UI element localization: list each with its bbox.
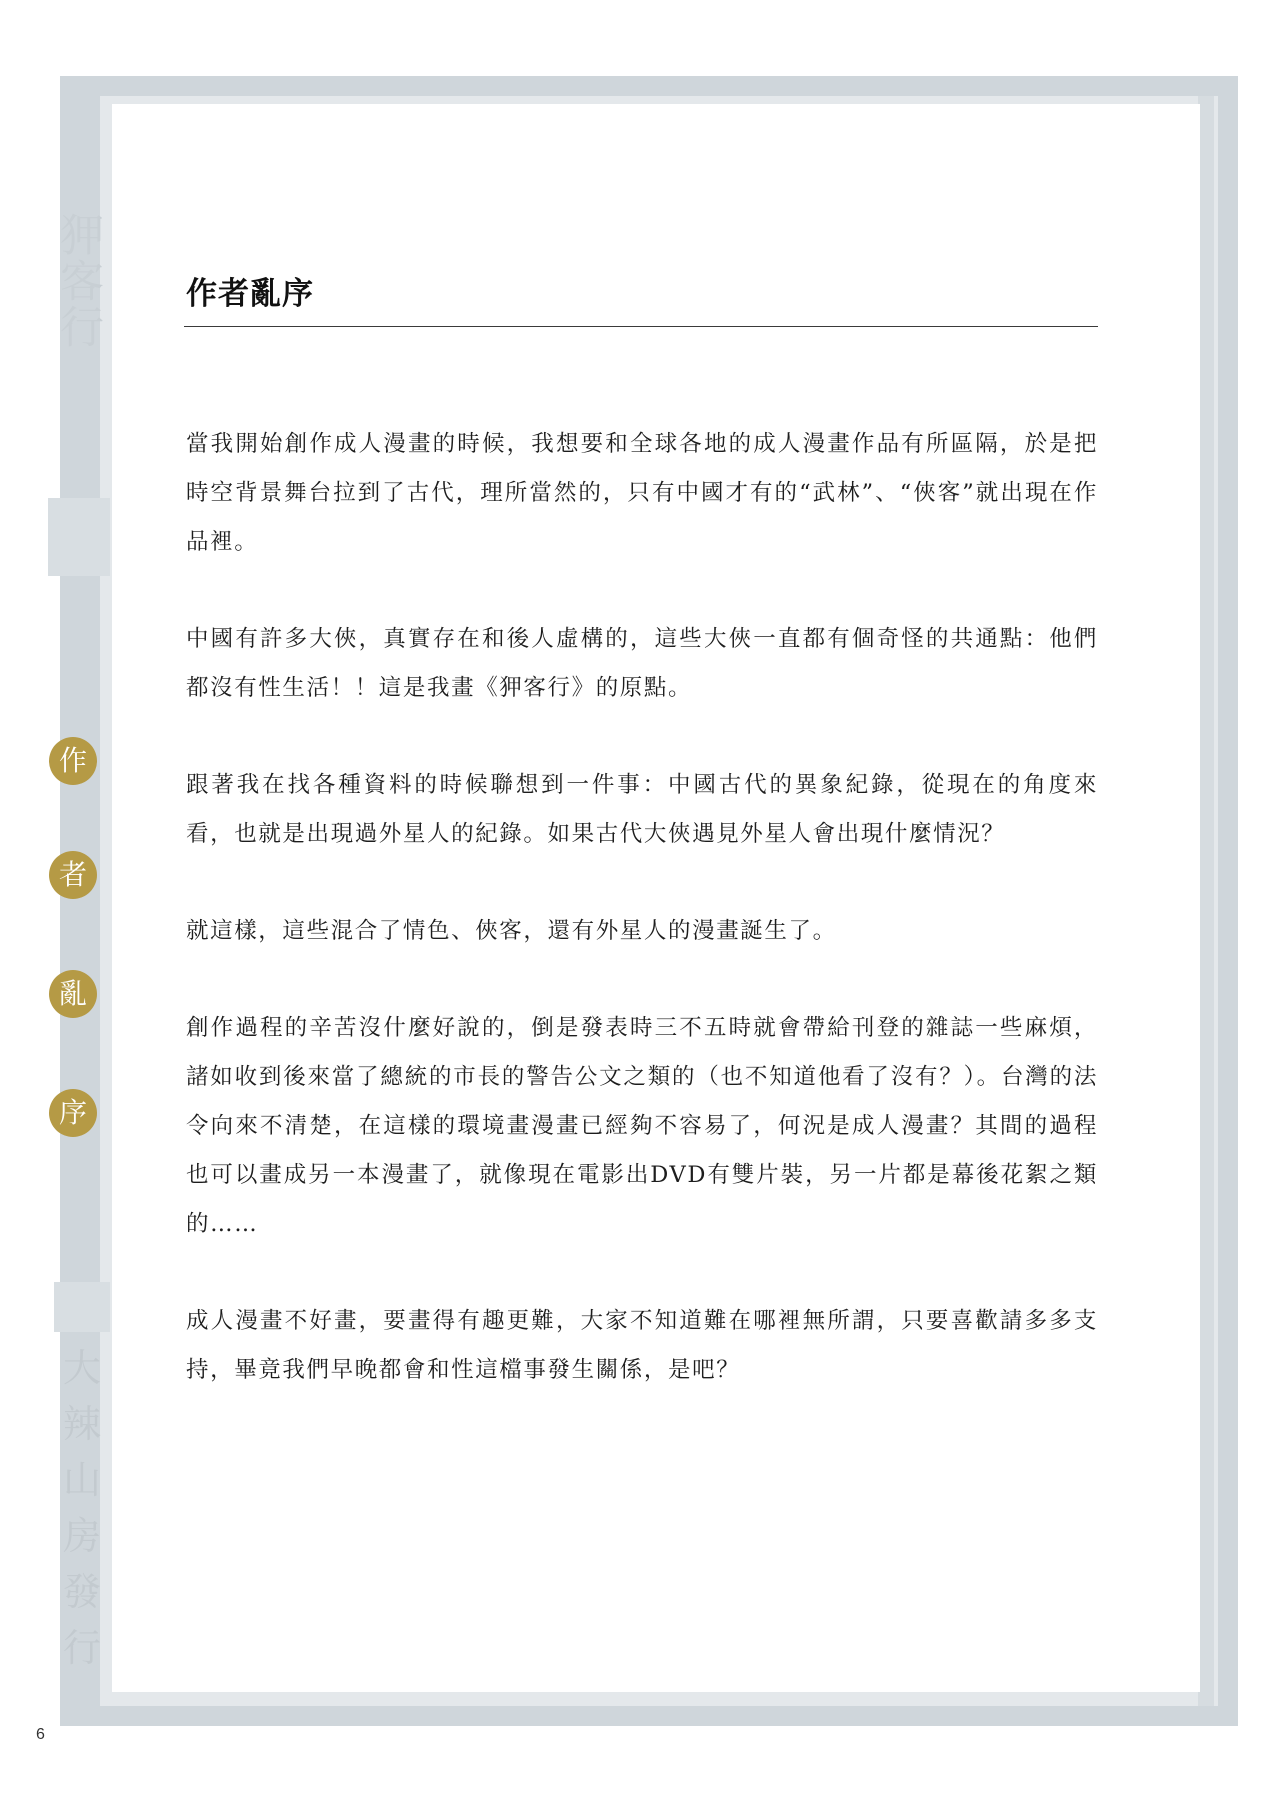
seal-zuo: 作 (49, 737, 97, 785)
frame-right-rule (1198, 96, 1214, 1706)
spine-band-lower (54, 1282, 110, 1332)
seal-zhe: 者 (49, 851, 97, 899)
paragraph: 中國有許多大俠，真實存在和後人虛構的，這些大俠一直都有個奇怪的共通點：他們都沒有性生活！！這是我畫《狎客行》的原點。 (186, 626, 1098, 701)
spine-band (48, 498, 110, 576)
title-rule (184, 326, 1098, 327)
spine-title: 狎客行 (52, 212, 103, 350)
publisher-char: 辣 (62, 1402, 101, 1446)
publisher-char: 大 (62, 1346, 101, 1390)
seal-luan: 亂 (49, 970, 97, 1018)
publisher-char: 房 (62, 1514, 101, 1558)
publisher-char: 發 (62, 1570, 101, 1614)
paragraph: 創作過程的辛苦沒什麼好說的，倒是發表時三不五時就會帶給刊登的雜誌一些麻煩，諸如收到後來當了總統的市長的警告公文之類的（也不知道他看了沒有？）。台灣的法令向來不清楚，在這樣的環境畫漫畫已經夠不容易了，何況是成人漫畫？其間的過程也可以畫成另一本漫畫了，就像現在電影出DVD有雙片裝，另一片都是幕後花絮之類的…… (186, 1015, 1098, 1237)
paragraph: 跟著我在找各種資料的時候聯想到一件事：中國古代的異象紀錄，從現在的角度來看，也就是出現過外星人的紀錄。如果古代大俠遇見外星人會出現什麼情況？ (186, 772, 1098, 847)
publisher-char: 行 (62, 1626, 101, 1670)
page-number: 6 (36, 1726, 45, 1743)
page-title: 作者亂序 (186, 276, 314, 312)
body-text (186, 420, 1098, 1443)
seal-xu: 序 (49, 1089, 97, 1137)
paragraph: 成人漫畫不好畫，要畫得有趣更難，大家不知道難在哪裡無所謂，只要喜歡請多多支持，畢竟我們早晚都會和性這檔事發生關係，是吧？ (186, 1308, 1098, 1383)
publisher-char: 山 (62, 1458, 101, 1502)
paragraph: 當我開始創作成人漫畫的時候，我想要和全球各地的成人漫畫作品有所區隔，於是把時空背景舞台拉到了古代，理所當然的，只有中國才有的“武林”、“俠客”就出現在作品裡。 (186, 431, 1098, 555)
publisher-mark (54, 1340, 110, 1700)
paragraph: 就這樣，這些混合了情色、俠客，還有外星人的漫畫誕生了。 (186, 918, 837, 944)
